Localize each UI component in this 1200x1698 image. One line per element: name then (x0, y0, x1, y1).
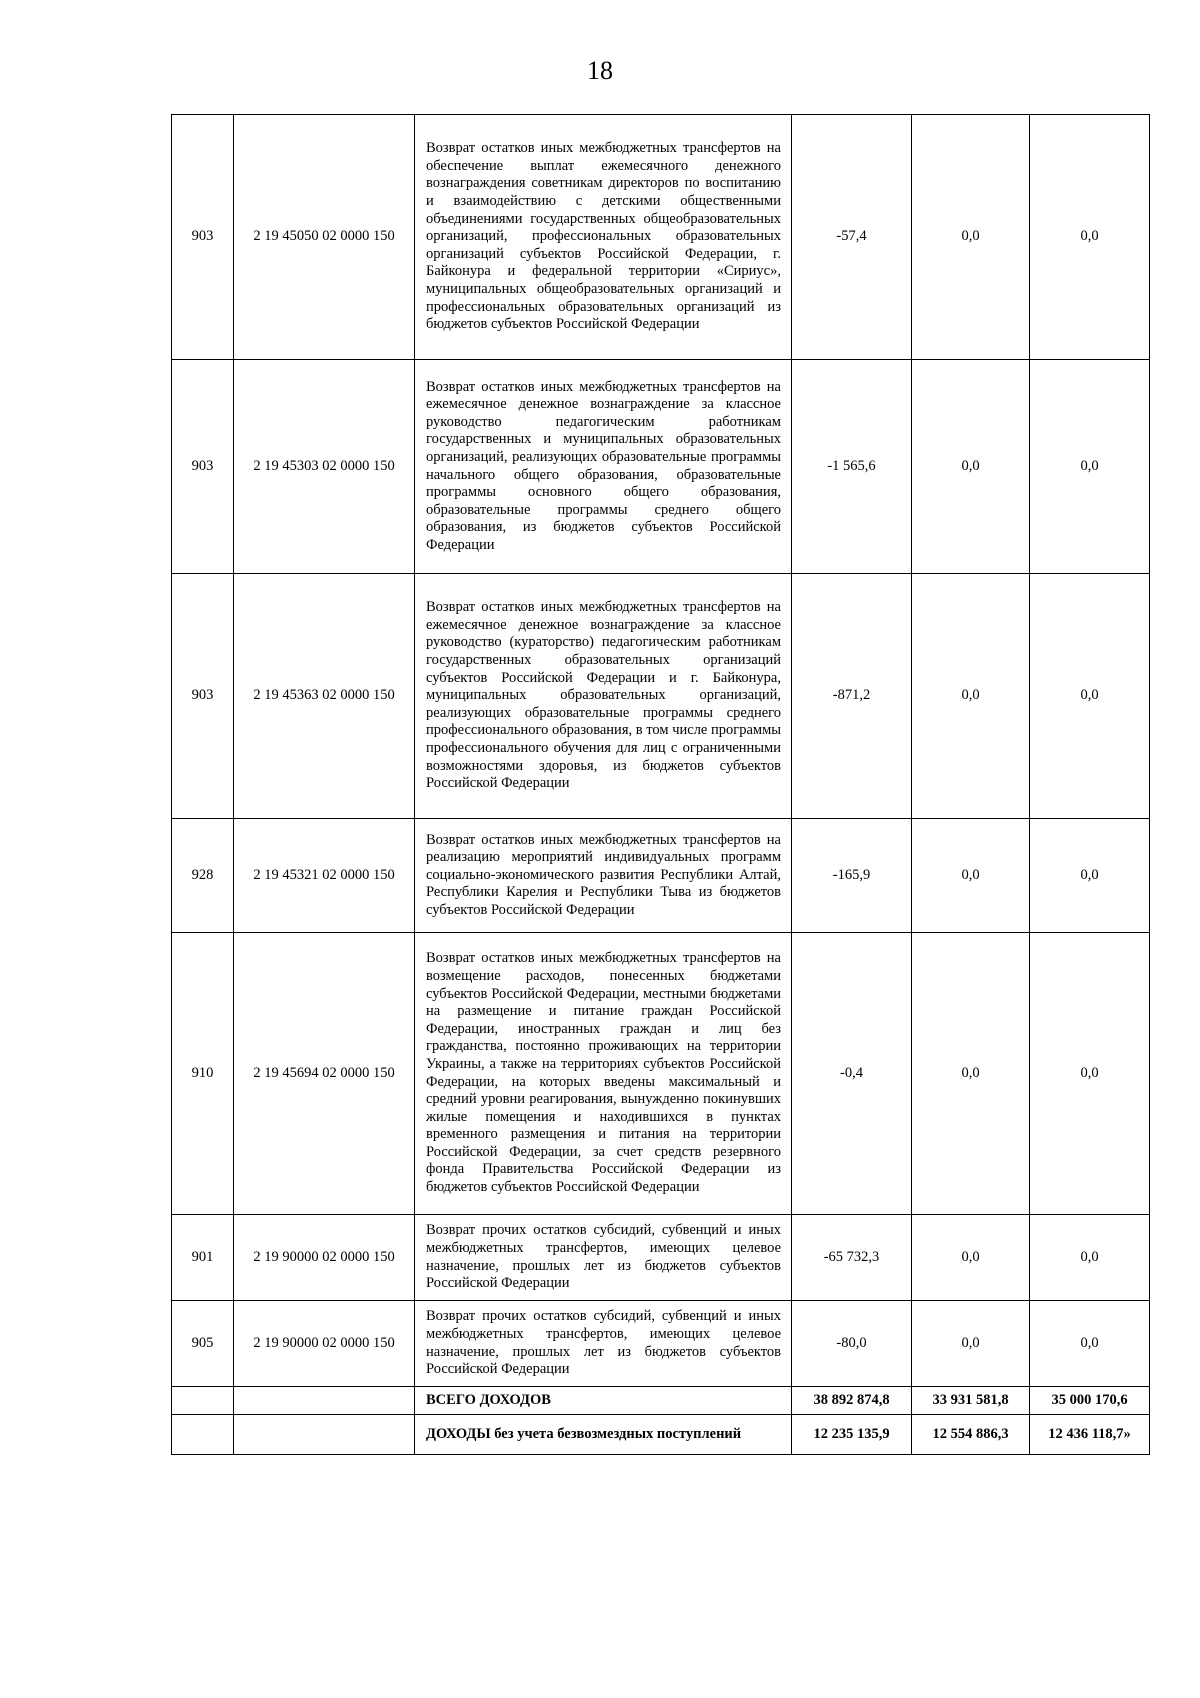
description-cell: Возврат остатков иных межбюджетных трансфертов на обеспечение выплат ежемесячного денежного вознаграждения советникам директоров по воспитанию и взаимодействию с детскими общественными объединениями государственных общеобразовательных организаций, профессиональных образовательных организаций субъектов Российской Федерации, г. Байконура и федеральной территории «Сириус», муниципальных общеобразовательных организаций и профессиональных образовательных организаций из бюджетов субъектов Российской Федерации (415, 115, 792, 360)
total-label-cell-wrapper (415, 1415, 792, 1455)
value-year3-cell: 0,0 (1030, 819, 1150, 933)
table-row (172, 574, 1150, 819)
total-year2-cell: 12 554 886,3 (912, 1415, 1030, 1455)
empty-cell (234, 1415, 415, 1455)
value-year1-cell: -0,4 (792, 933, 912, 1215)
total-row (172, 1415, 1150, 1455)
value-year2-cell: 0,0 (912, 115, 1030, 360)
budget-code-cell: 2 19 45694 02 0000 150 (234, 933, 415, 1215)
table-row (172, 1215, 1150, 1301)
table-row (172, 1301, 1150, 1387)
budget-code-cell: 2 19 45050 02 0000 150 (234, 115, 415, 360)
total-year1-cell: 12 235 135,9 (792, 1415, 912, 1455)
value-year1-cell: -871,2 (792, 574, 912, 819)
empty-cell (234, 1387, 415, 1415)
value-year1-cell: -165,9 (792, 819, 912, 933)
value-year1-cell: -1 565,6 (792, 360, 912, 574)
description-cell: Возврат остатков иных межбюджетных трансфертов на ежемесячное денежное вознаграждение за классное руководство (кураторство) педагогическим работникам государственных образовательных организаций субъектов Российской Федерации и г. Байконура, муниципальных образовательных организаций, реализующих образовательные программы среднего профессионального образования, в том числе программы профессионального обучения для лиц с ограниченными возможностями здоровья, из бюджетов субъектов Российской Федерации (415, 574, 792, 819)
value-year3-cell: 0,0 (1030, 1301, 1150, 1387)
table-row (172, 115, 1150, 360)
empty-cell (172, 1415, 234, 1455)
budget-code-cell: 2 19 90000 02 0000 150 (234, 1301, 415, 1387)
page-number: 18 (587, 56, 613, 85)
total-year1-cell: 38 892 874,8 (792, 1387, 912, 1415)
total-year3-cell: 35 000 170,6 (1030, 1387, 1150, 1415)
admin-code-cell: 903 (172, 574, 234, 819)
description-cell: Возврат остатков иных межбюджетных трансфертов на реализацию мероприятий индивидуальных программ социально-экономического развития Республики Алтай, Республики Карелия и Республики Тыва из бюджетов субъектов Российской Федерации (415, 819, 792, 933)
value-year1-cell: -57,4 (792, 115, 912, 360)
revenue-table (171, 114, 1150, 1455)
total-year2-cell: 33 931 581,8 (912, 1387, 1030, 1415)
total-year3-cell: 12 436 118,7» (1030, 1415, 1150, 1455)
budget-code-cell: 2 19 45321 02 0000 150 (234, 819, 415, 933)
admin-code-cell: 901 (172, 1215, 234, 1301)
budget-code-cell: 2 19 90000 02 0000 150 (234, 1215, 415, 1301)
value-year2-cell: 0,0 (912, 360, 1030, 574)
value-year3-cell: 0,0 (1030, 574, 1150, 819)
total-row (172, 1387, 1150, 1415)
admin-code-cell: 928 (172, 819, 234, 933)
total-label-cell: ВСЕГО ДОХОДОВ (415, 1387, 792, 1415)
description-cell: Возврат остатков иных межбюджетных трансфертов на ежемесячное денежное вознаграждение за классное руководство педагогическим работникам государственных и муниципальных образовательных организаций, реализующих образовательные программы начального общего образования, образовательные программы основного общего образования, образовательные программы среднего общего образования, из бюджетов субъектов Российской Федерации (415, 360, 792, 574)
table-row (172, 360, 1150, 574)
value-year3-cell: 0,0 (1030, 933, 1150, 1215)
value-year3-cell: 0,0 (1030, 115, 1150, 360)
admin-code-cell: 910 (172, 933, 234, 1215)
value-year1-cell: -65 732,3 (792, 1215, 912, 1301)
value-year2-cell: 0,0 (912, 819, 1030, 933)
table-row (172, 933, 1150, 1215)
value-year2-cell: 0,0 (912, 574, 1030, 819)
value-year2-cell: 0,0 (912, 933, 1030, 1215)
description-cell: Возврат прочих остатков субсидий, субвенций и иных межбюджетных трансфертов, имеющих целевое назначение, прошлых лет из бюджетов субъектов Российской Федерации (415, 1215, 792, 1301)
admin-code-cell: 903 (172, 115, 234, 360)
budget-code-cell: 2 19 45363 02 0000 150 (234, 574, 415, 819)
table-row (172, 819, 1150, 933)
description-cell: Возврат прочих остатков субсидий, субвенций и иных межбюджетных трансфертов, имеющих целевое назначение, прошлых лет из бюджетов субъектов Российской Федерации (415, 1301, 792, 1387)
admin-code-cell: 905 (172, 1301, 234, 1387)
value-year1-cell: -80,0 (792, 1301, 912, 1387)
value-year3-cell: 0,0 (1030, 360, 1150, 574)
budget-code-cell: 2 19 45303 02 0000 150 (234, 360, 415, 574)
description-cell: Возврат остатков иных межбюджетных трансфертов на возмещение расходов, понесенных бюджетами субъектов Российской Федерации, местными бюджетами на размещение и питание граждан Российской Федерации, иностранных граждан и лиц без гражданства, постоянно проживающих на территории Украины, а также на территориях субъектов Российской Федерации, на которых введены максимальный и средний уровни реагирования, вынужденно покинувших жилые помещения и находившихся в пунктах временного размещения и питания на территории Российской Федерации, за счет средств резервного фонда Правительства Российской Федерации из бюджетов субъектов Российской Федерации (415, 933, 792, 1215)
value-year3-cell: 0,0 (1030, 1215, 1150, 1301)
admin-code-cell: 903 (172, 360, 234, 574)
value-year2-cell: 0,0 (912, 1301, 1030, 1387)
empty-cell (172, 1387, 234, 1415)
non-gratuitous-revenue-label: ДОХОДЫ без учета безвозмездных поступлений (426, 1425, 742, 1442)
value-year2-cell: 0,0 (912, 1215, 1030, 1301)
